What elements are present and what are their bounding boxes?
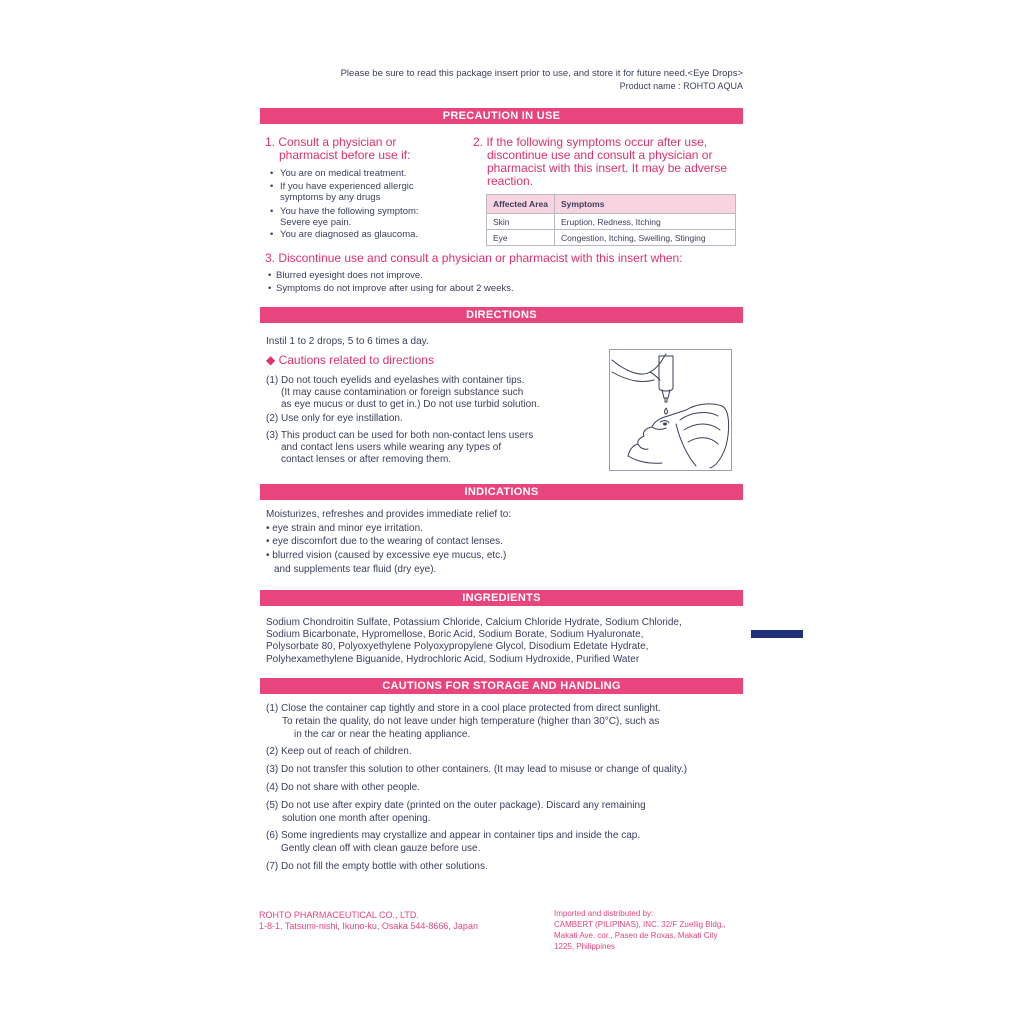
list-item: • You are diagnosed as glaucoma. <box>268 229 468 240</box>
table-cell: Skin <box>487 214 555 230</box>
table-header-row <box>487 195 736 214</box>
precaution-1-list <box>268 168 468 240</box>
storage-caution-3: (3) Do not transfer this solution to other containers. (It may lead to misuse or change of quality.) <box>266 764 688 775</box>
section-storage-header: CAUTIONS FOR STORAGE AND HANDLING <box>260 678 743 694</box>
ingredients-line: Polysorbate 80, Polyoxyethylene Polyoxypropylene Glycol, Disodium Edetate Hydrate, <box>266 641 649 652</box>
section-indications-header: INDICATIONS <box>260 484 743 500</box>
storage-caution-5-cont: solution one month after opening. <box>282 813 431 824</box>
section-ingredients-header: INGREDIENTS <box>260 590 743 606</box>
indication-item-cont: and supplements tear fluid (dry eye). <box>274 564 437 575</box>
ingredients-line: Sodium Bicarbonate, Hypromellose, Boric Acid, Sodium Borate, Sodium Hyaluronate, <box>266 629 644 640</box>
ingredients-line: Sodium Chondroitin Sulfate, Potassium Chloride, Calcium Chloride Hydrate, Sodium Chloride, <box>266 617 682 628</box>
table-cell: Congestion, Itching, Swelling, Stinging <box>555 230 736 246</box>
distributor-line: Makati Ave. cor., Paseo de Roxas, Makati City <box>554 931 718 940</box>
list-item: • Blurred eyesight does not improve. <box>266 270 726 281</box>
precaution-2-heading-cont: pharmacist with this insert. It may be adverse <box>487 161 728 175</box>
direction-caution-3-cont: and contact lens users while wearing any types of <box>281 442 502 453</box>
ingredients-line: Polyhexamethylene Biguanide, Hydrochloric Acid, Sodium Hydroxide, Purified Water <box>266 654 640 665</box>
direction-caution-1-cont: (It may cause contamination or foreign substance such <box>281 387 524 398</box>
table-header-cell: Symptoms <box>555 195 736 214</box>
indication-item: • eye discomfort due to the wearing of contact lenses. <box>266 536 503 547</box>
list-item: • You are on medical treatment. <box>268 168 468 179</box>
distributor-line: CAMBERT (PILIPINAS), INC. 32/F Zuellig Bldg., <box>554 920 726 929</box>
insert-notice: Please be sure to read this package insert prior to use, and store it for future need.<Eye Drops> <box>340 68 743 79</box>
list-item: • Symptoms do not improve after using for about 2 weeks. <box>266 283 726 294</box>
cautions-directions-heading: ◆ Cautions related to directions <box>266 353 434 367</box>
section-precaution-header: PRECAUTION IN USE <box>260 108 743 124</box>
manufacturer-name: ROHTO PHARMACEUTICAL CO., LTD. <box>259 910 419 920</box>
precaution-3-list <box>266 270 726 294</box>
distributor-line: 1225, Philippines <box>554 942 615 951</box>
storage-caution-2: (2) Keep out of reach of children. <box>266 746 412 757</box>
precaution-3-heading: 3. Discontinue use and consult a physician or pharmacist with this insert when: <box>265 251 683 265</box>
table-cell: Eruption, Redness, Itching <box>555 214 736 230</box>
eye-drop-illustration <box>609 349 732 471</box>
table-row <box>487 230 736 246</box>
section-directions-header: DIRECTIONS <box>260 307 743 323</box>
table-header-cell: Affected Area <box>487 195 555 214</box>
product-name: Product name : ROHTO AQUA <box>619 81 743 91</box>
distributor-label: Imported and distributed by: <box>554 909 654 918</box>
storage-caution-6-cont: Gently clean off with clean gauze before use. <box>281 843 481 854</box>
table-row <box>487 214 736 230</box>
indication-item: • blurred vision (caused by excessive eye mucus, etc.) <box>266 550 507 561</box>
storage-caution-1: (1) Close the container cap tightly and store in a cool place protected from direct sunlight. <box>266 703 661 714</box>
eye-drop-drawing <box>610 350 731 470</box>
precaution-1-heading: 1. Consult a physician or <box>265 135 397 149</box>
storage-caution-7: (7) Do not fill the empty bottle with other solutions. <box>266 861 488 872</box>
indication-item: • eye strain and minor eye irritation. <box>266 523 423 534</box>
storage-caution-1-cont: in the car or near the heating appliance. <box>294 729 471 740</box>
storage-caution-4: (4) Do not share with other people. <box>266 782 420 793</box>
storage-caution-1-cont: To retain the quality, do not leave under high temperature (higher than 30°C), such as <box>282 716 660 727</box>
list-item <box>268 181 468 203</box>
direction-caution-3: (3) This product can be used for both non-contact lens users <box>266 430 534 441</box>
direction-caution-3-cont: contact lenses or after removing them. <box>281 454 452 465</box>
direction-caution-1: (1) Do not touch eyelids and eyelashes with container tips. <box>266 375 525 386</box>
direction-caution-1-cont: as eye mucus or dust to get in.) Do not use turbid solution. <box>281 399 540 410</box>
list-item <box>268 206 468 228</box>
precaution-1-heading-cont: pharmacist before use if: <box>279 148 411 162</box>
list-item-line: You have the following symptom: <box>280 206 419 217</box>
direction-caution-2: (2) Use only for eye instillation. <box>266 413 403 424</box>
directions-dosage: Instil 1 to 2 drops, 5 to 6 times a day. <box>266 336 429 347</box>
indications-intro: Moisturizes, refreshes and provides immediate relief to: <box>266 509 512 520</box>
list-item-line: If you have experienced allergic <box>280 181 414 192</box>
precaution-2-heading: 2. If the following symptoms occur after use, <box>473 135 708 149</box>
precaution-2-heading-cont: discontinue use and consult a physician or <box>487 148 713 162</box>
storage-caution-6: (6) Some ingredients may crystallize and appear in container tips and inside the cap. <box>266 830 641 841</box>
table-cell: Eye <box>487 230 555 246</box>
navy-side-mark <box>751 630 803 638</box>
storage-caution-5: (5) Do not use after expiry date (printed on the outer package). Discard any remaining <box>266 800 646 811</box>
symptoms-table <box>486 194 736 246</box>
list-item-line: Severe eye pain. <box>280 217 352 228</box>
precaution-2-heading-cont: reaction. <box>487 174 534 188</box>
manufacturer-address: 1-8-1, Tatsumi-nishi, Ikuno-ku, Osaka 544-8666, Japan <box>259 921 478 931</box>
list-item-line: symptoms by any drugs <box>280 192 381 203</box>
